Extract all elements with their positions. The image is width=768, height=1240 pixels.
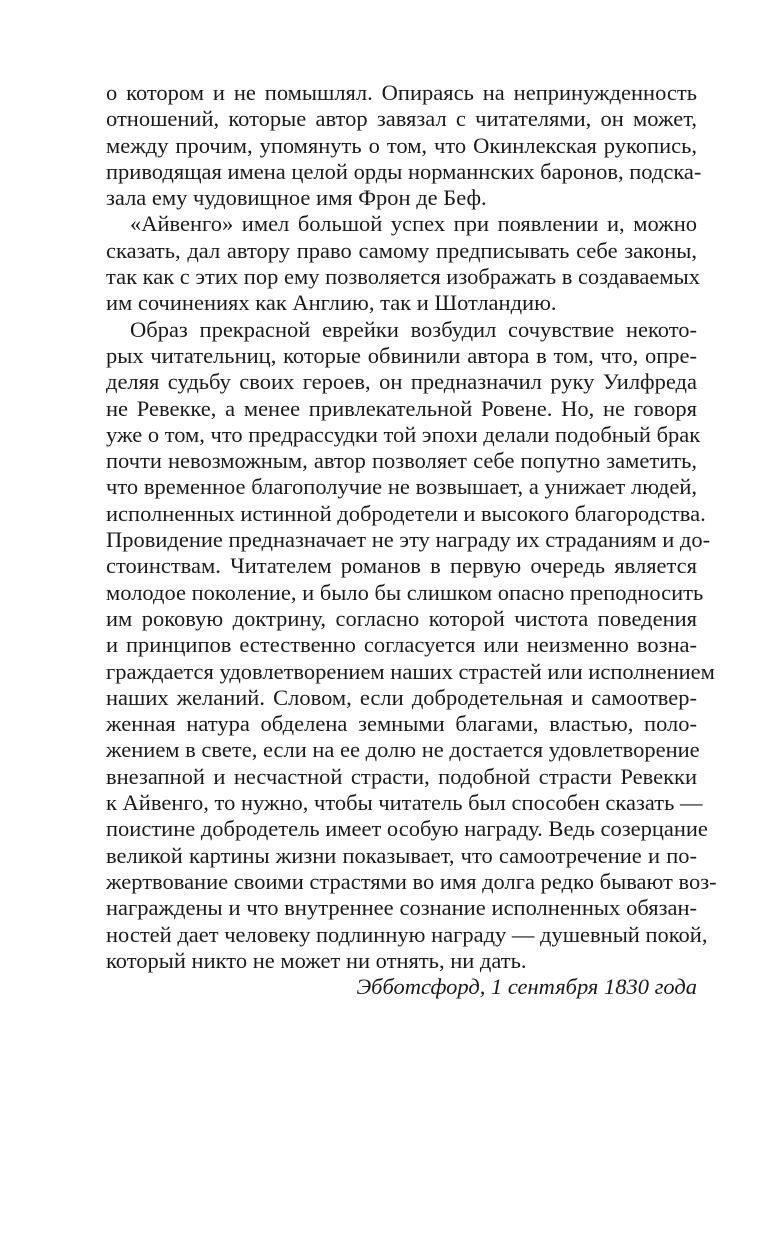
text-line: жертвование своими страстями во имя долга редко бывают воз-: [106, 868, 717, 894]
text-line: так как с этих пор ему позволяется изображать в создаваемых: [106, 264, 701, 290]
paragraph: [106, 211, 701, 316]
text-line: о котором и не помышлял. Опираясь на непринужденность: [106, 80, 697, 105]
text-line: женная натура обделена земными благами, властью, поло-: [106, 711, 697, 737]
text-line: сказать, дал автору право самому предписывать себе законы,: [106, 237, 697, 263]
text-line: и принципов естественно согласуется или неизменно возна-: [106, 632, 697, 658]
text-line: им сочинениях как Англию, так и Шотландию.: [106, 290, 557, 316]
text-line: граждается удовлетворением наших страстей или исполнением: [106, 658, 715, 684]
text-line: «Айвенго» имел большой успех при появлении и, можно: [130, 211, 697, 237]
text-line: молодое поколение, и было бы слишком опасно преподносить: [106, 579, 704, 605]
text-line: Провидение предназначает не эту награду их страданиям и до-: [106, 527, 711, 553]
paragraph: [106, 80, 702, 211]
signature-place-date: Эбботсфорд, 1 сентября 1830 года: [356, 974, 697, 1000]
text-line: отношений, которые автор завязал с читателями, он может,: [106, 106, 697, 132]
document-page: [106, 80, 717, 1000]
text-line: великой картины жизни показывает, что самоотречение и по-: [106, 842, 697, 868]
text-line: Образ прекрасной еврейки возбудил сочувствие некото-: [130, 316, 697, 342]
text-line: внезапной и несчастной страсти, подобной страсти Ревекки: [106, 763, 697, 789]
text-line: наших желаний. Словом, если добродетельная и самоотвер-: [106, 684, 697, 710]
text-line: исполненных истинной добродетели и высокого благородства.: [106, 500, 706, 526]
text-line: уже о том, что предрассудки той эпохи делали подобный брак: [106, 421, 701, 447]
text-line: награждены и что внутреннее сознание исполненных обязан-: [106, 895, 697, 921]
text-line: стоинствам. Читателем романов в первую очередь является: [106, 553, 697, 579]
text-line: к Айвенго, то нужно, чтобы читатель был способен сказать —: [106, 790, 703, 816]
text-line: приводящая имена целой орды норманнских баронов, подска-: [106, 158, 702, 184]
text-line: деляя судьбу своих героев, он предназначил руку Уилфреда: [106, 369, 697, 395]
paragraph: [106, 316, 717, 974]
text-line: что временное благополучие не возвышает, а унижает людей,: [106, 474, 697, 500]
text-line: ностей дает человеку подлинную награду — душевный покой,: [106, 921, 708, 947]
text-line: не Ревекке, а менее привлекательной Ровене. Но, не говоря: [106, 395, 697, 421]
text-line: между прочим, упомянуть о том, что Окинлекская рукопись,: [106, 132, 697, 158]
text-line: почти невозможным, автор позволяет себе попутно заметить,: [106, 448, 697, 474]
text-line: жением в свете, если на ее долю не достается удовлетворение: [106, 737, 700, 763]
text-line: который никто не может ни отнять, ни дать.: [106, 947, 527, 973]
text-line: им роковую доктрину, согласно которой чистота поведения: [106, 605, 697, 631]
text-line: поистине добродетель имеет особую награду. Ведь созерцание: [106, 816, 708, 842]
text-line: рых читательниц, которые обвинили автора в том, что, опре-: [106, 342, 697, 368]
text-line: зала ему чудовищное имя Фрон де Беф.: [106, 185, 487, 211]
